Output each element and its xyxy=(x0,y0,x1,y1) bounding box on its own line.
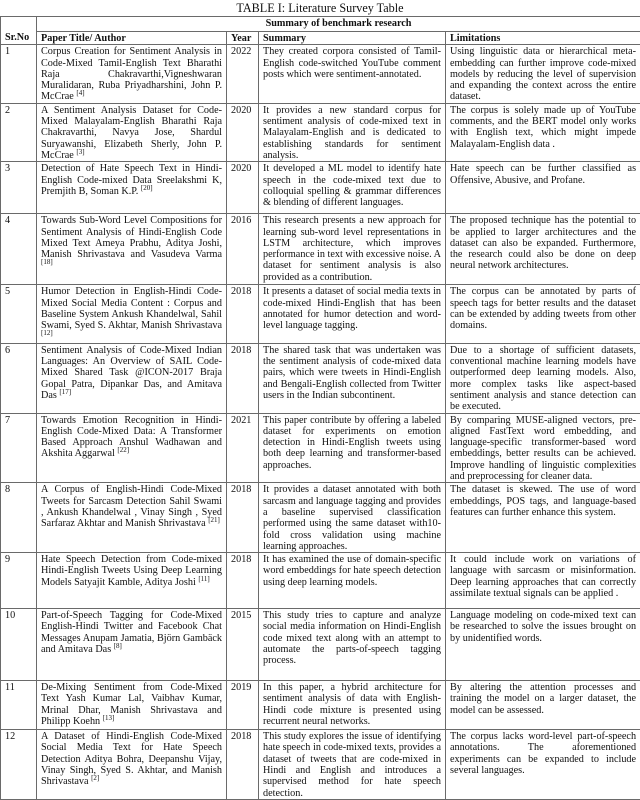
cell-limitations: The dataset is skewed. The use of word embeddings, POS tags, and language-based features can further enhance this system. xyxy=(446,483,640,553)
cell-limitations: The proposed technique has the potential to be applied to larger architectures and the dataset can also be expanded. Furthermore, the research could also be done on deep neural network architectures. xyxy=(446,214,640,285)
cell-title xyxy=(37,162,227,214)
table-row xyxy=(1,483,640,553)
column-header-year: Year xyxy=(227,32,259,45)
column-header-limitations: Limitations xyxy=(446,32,640,45)
column-header-title: Paper Title/ Author xyxy=(37,32,227,45)
table-row xyxy=(1,103,640,161)
reference-citation: [8] xyxy=(114,642,122,650)
paper-title-author: Detection of Hate Speech Text in Hindi-English Code-mixed Data Sreelakshmi K, Premjith B, Soman K.P. xyxy=(41,163,222,197)
table-row xyxy=(1,285,640,343)
paper-title-author: A Sentiment Analysis Dataset for Code-Mixed Malayalam-English Bharathi Raja Chakravarthi, Navya Jose, Shardul Suryawanshi, Elizabeth Sherly, John P. McCrae xyxy=(41,105,222,161)
table-row xyxy=(1,413,640,483)
cell-summary: It presents a dataset of social media texts in code-mixed Hindi-English that has been annotated for humor detection and word-level language tagging. xyxy=(259,285,446,343)
reference-citation: [21] xyxy=(208,516,220,524)
cell-summary: It provides a new standard corpus for sentiment analysis of code-mixed text in Malayalam-English and is dedicated to establishing standards for sentiment analysis. xyxy=(259,103,446,161)
cell-srno: 6 xyxy=(1,343,37,413)
cell-srno: 1 xyxy=(1,45,37,103)
table-row xyxy=(1,681,640,730)
cell-year: 2022 xyxy=(227,45,259,103)
cell-summary: This study tries to capture and analyze social media information on Hindi-English code mixed text along with an attempt to automate the parts-of-speech tagging process. xyxy=(259,609,446,681)
cell-limitations: It could include work on variations of language with sarcasm or misinformation. Deep learning approaches that can correctly assimilate textual signals can be applied . xyxy=(446,553,640,609)
cell-limitations: By comparing MUSE-aligned vectors, pre-aligned FastText word embedding, and language-specific transformer-based word embeddings, better results can be achieved. Improve handling of linguistic complexities and preprocessing for cleaner data. xyxy=(446,413,640,483)
reference-citation: [11] xyxy=(198,575,209,583)
reference-citation: [2] xyxy=(91,774,99,782)
reference-citation: [12] xyxy=(41,329,53,337)
cell-limitations: Language modeling on code-mixed text can be researched to solve the issues brought on by unidentified words. xyxy=(446,609,640,681)
table-row xyxy=(1,214,640,285)
table-row xyxy=(1,553,640,609)
cell-limitations: Due to a shortage of sufficient datasets, conventional machine learning models have outperformed deep learning models. Also, more complex tasks like aspect-based sentiment analysis and stance detection can be executed. xyxy=(446,343,640,413)
cell-srno: 7 xyxy=(1,413,37,483)
cell-year: 2021 xyxy=(227,413,259,483)
paper-title-author: Sentiment Analysis of Code-Mixed Indian Languages: An Overview of SAIL Code-Mixed Shared Task @ICON-2017 Braja Gopal Patra, Dipankar Das, and Amitava Das xyxy=(41,345,222,401)
cell-year: 2018 xyxy=(227,483,259,553)
cell-limitations: Hate speech can be further classified as Offensive, Abusive, and Profane. xyxy=(446,162,640,214)
paper-title-author: Part-of-Speech Tagging for Code-Mixed English-Hindi Twitter and Facebook Chat Messages Anupam Jamatia, Björn Gambäck and Amitava Das xyxy=(41,610,222,655)
paper-title-author: Towards Sub-Word Level Compositions for Sentiment Analysis of Hindi-English Code Mixed Text Ameya Prabhu, Aditya Joshi, Manish Shrivastava and Vasudeva Varma xyxy=(41,215,222,260)
cell-summary: It provides a dataset annotated with both sarcasm and language tagging and provides a baseline supervised classification performed using the same dataset with10-fold cross validation using machine learning approaches. xyxy=(259,483,446,553)
cell-summary: The shared task that was undertaken was the sentiment analysis of code-mixed data pairs, which were tweets in Hindi-English and Bengali-English collected from Twitter users in the Indian subcontinent. xyxy=(259,343,446,413)
cell-title xyxy=(37,343,227,413)
reference-citation: [3] xyxy=(76,148,84,156)
cell-title xyxy=(37,553,227,609)
cell-limitations: Using linguistic data or hierarchical meta-embedding can further improve code-mixed models by reducing the level of supervision and expanding the context across the entire dataset. xyxy=(446,45,640,103)
cell-srno: 9 xyxy=(1,553,37,609)
cell-year: 2020 xyxy=(227,103,259,161)
table-row xyxy=(1,609,640,681)
cell-title xyxy=(37,413,227,483)
cell-title xyxy=(37,285,227,343)
cell-year: 2016 xyxy=(227,214,259,285)
table-row xyxy=(1,45,640,103)
cell-srno: 12 xyxy=(1,730,37,800)
cell-title xyxy=(37,214,227,285)
cell-title xyxy=(37,45,227,103)
literature-survey-table xyxy=(0,16,640,800)
cell-summary: In this paper, a hybrid architecture for sentiment analysis of data with English-Hindi code mixture is presented using recurrent neural networks. xyxy=(259,681,446,730)
reference-citation: [20] xyxy=(141,184,153,192)
cell-year: 2018 xyxy=(227,343,259,413)
paper-title-author: A Dataset of Hindi-English Code-Mixed Social Media Text for Hate Speech Detection Aditya Bohra, Deepanshu Vijay, Vinay Singh, Syed S. Akhtar, and Manish Shrivastava xyxy=(41,731,222,787)
cell-srno: 3 xyxy=(1,162,37,214)
paper-title-author: Humor Detection in English-Hindi Code-Mixed Social Media Content : Corpus and Baseline System Ankush Khandelwal, Sahil Swami, Syed S. Akhtar, Manish Shrivastava xyxy=(41,286,222,331)
cell-summary: It has examined the use of domain-specific word embeddings for hate speech detection using deep learning models. xyxy=(259,553,446,609)
cell-srno: 4 xyxy=(1,214,37,285)
cell-title xyxy=(37,730,227,800)
reference-citation: [17] xyxy=(59,388,71,396)
cell-title xyxy=(37,609,227,681)
reference-citation: [4] xyxy=(76,89,84,97)
header-row xyxy=(1,32,640,45)
column-header-srno: Sr.No xyxy=(1,17,37,45)
table-row xyxy=(1,730,640,800)
cell-year: 2015 xyxy=(227,609,259,681)
cell-summary: This study explores the issue of identifying hate speech in code-mixed texts, provides a dataset of tweets that are code-mixed in Hindi and English and introduces a supervised method for hate speech detection. xyxy=(259,730,446,800)
cell-summary: This paper contribute by offering a labeled dataset for experiments on emotion detection in Hindi-English tweets using both deep learning and transformer-based approaches. xyxy=(259,413,446,483)
cell-limitations: By altering the attention processes and training the model on a larger dataset, the model can be assessed. xyxy=(446,681,640,730)
cell-year: 2020 xyxy=(227,162,259,214)
cell-year: 2018 xyxy=(227,553,259,609)
cell-limitations: The corpus can be annotated by parts of speech tags for better results and the dataset can be extended by adding tweets from other domains. xyxy=(446,285,640,343)
cell-year: 2019 xyxy=(227,681,259,730)
column-header-summary: Summary xyxy=(259,32,446,45)
reference-citation: [13] xyxy=(103,714,115,722)
cell-title xyxy=(37,681,227,730)
cell-title xyxy=(37,483,227,553)
paper-title-author: A Corpus of English-Hindi Code-Mixed Tweets for Sarcasm Detection Sahil Swami , Ankush Khandelwal , Vinay Singh , Syed Sarfaraz Akhtar and Manish Shrivastava xyxy=(41,484,222,529)
cell-limitations: The corpus is solely made up of YouTube comments, and the BERT model only works with English text, which might impede Malayalam-English data . xyxy=(446,103,640,161)
cell-summary: This research presents a new approach for learning sub-word level representations in LSTM architecture, which improves performance in text with excessive noise. A dataset for sentiment analysis is also provided as a contribution. xyxy=(259,214,446,285)
cell-srno: 8 xyxy=(1,483,37,553)
table-row xyxy=(1,343,640,413)
cell-summary: They created corpora consisted of Tamil-English code-switched YouTube comment posts which were sentiment-annotated. xyxy=(259,45,446,103)
cell-title xyxy=(37,103,227,161)
reference-citation: [18] xyxy=(41,258,53,266)
cell-summary: It developed a ML model to identify hate speech in the code-mixed text due to colloquial spelling & grammar differences & blending of different languages. xyxy=(259,162,446,214)
table-row xyxy=(1,162,640,214)
reference-citation: [22] xyxy=(117,446,129,454)
header-group-row xyxy=(1,17,640,32)
cell-limitations: The corpus lacks word-level part-of-speech annotations. The aforementioned experiments can be expanded to include several languages. xyxy=(446,730,640,800)
cell-year: 2018 xyxy=(227,730,259,800)
cell-srno: 5 xyxy=(1,285,37,343)
cell-srno: 2 xyxy=(1,103,37,161)
cell-year: 2018 xyxy=(227,285,259,343)
cell-srno: 11 xyxy=(1,681,37,730)
paper-title-author: Corpus Creation for Sentiment Analysis in Code-Mixed Tamil-English Text Bharathi Raja Chakravarthi,Vigneshwaran Muralidaran, Ruba Priyadharshini, John P. McCrae xyxy=(41,46,222,102)
paper-title-author: De-Mixing Sentiment from Code-Mixed Text Yash Kumar Lal, Vaibhav Kumar, Mrinal Dhar, Manish Shrivastava and Philipp Koehn xyxy=(41,682,222,727)
paper-title-author: Hate Speech Detection from Code-mixed Hindi-English Tweets Using Deep Learning Models Satyajit Kamble, Aditya Joshi xyxy=(41,554,222,588)
cell-srno: 10 xyxy=(1,609,37,681)
paper-title-author: Towards Emotion Recognition in Hindi-English Code-Mixed Data: A Transformer Based Approach Anshul Wadhawan and Akshita Aggarwal xyxy=(41,415,222,460)
table-body xyxy=(1,45,640,800)
group-header: Summary of benchmark research xyxy=(37,17,640,32)
table-caption: TABLE I: Literature Survey Table xyxy=(0,1,640,16)
